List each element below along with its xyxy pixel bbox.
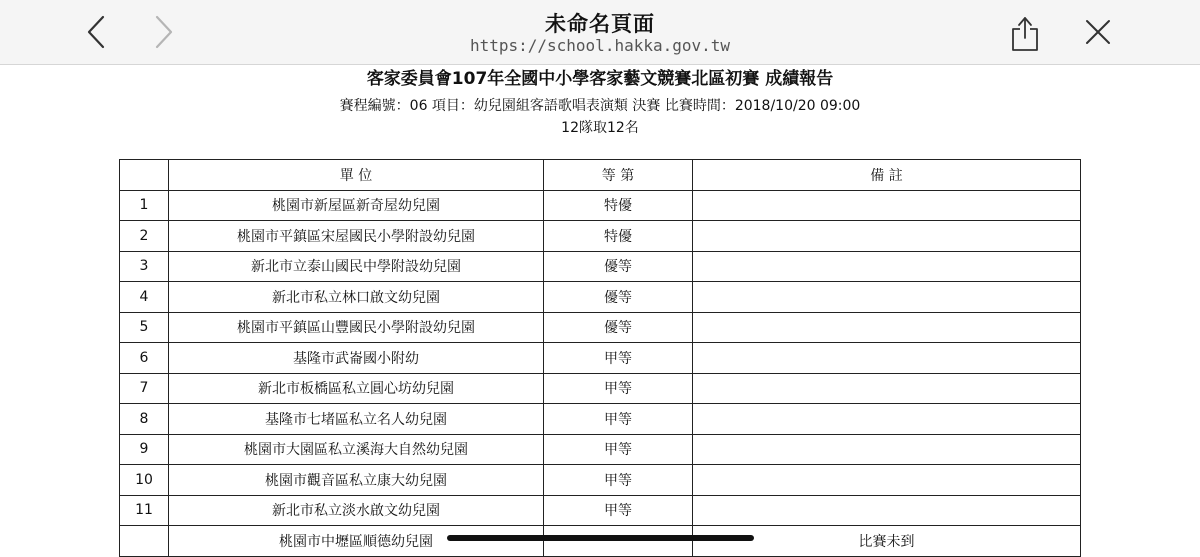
row-no: 3 <box>120 251 169 282</box>
row-note <box>693 373 1081 404</box>
table-row <box>120 465 1081 496</box>
row-note <box>693 404 1081 435</box>
row-no: 9 <box>120 434 169 465</box>
table-row <box>120 434 1081 465</box>
row-unit: 桃園市平鎮區山豐國民小學附設幼兒園 <box>169 312 544 343</box>
row-no: 10 <box>120 465 169 496</box>
row-grade: 甲等 <box>544 465 693 496</box>
row-no: 11 <box>120 495 169 526</box>
row-note <box>693 343 1081 374</box>
close-icon <box>1084 18 1112 46</box>
row-unit: 基隆市七堵區私立名人幼兒園 <box>169 404 544 435</box>
close-button[interactable] <box>1080 14 1116 50</box>
results-table <box>119 159 1081 557</box>
header-no <box>120 160 169 191</box>
row-note <box>693 434 1081 465</box>
table-row <box>120 373 1081 404</box>
table-row <box>120 312 1081 343</box>
row-note <box>693 312 1081 343</box>
header-grade: 等 第 <box>544 160 693 191</box>
row-grade: 特優 <box>544 221 693 252</box>
row-unit: 桃園市中壢區順德幼兒園 <box>169 526 544 557</box>
row-unit: 新北市板橋區私立圓心坊幼兒園 <box>169 373 544 404</box>
table-row <box>120 251 1081 282</box>
row-note <box>693 282 1081 313</box>
table-row <box>120 282 1081 313</box>
row-no: 2 <box>120 221 169 252</box>
page-url[interactable]: https://school.hakka.gov.tw <box>469 36 731 55</box>
row-note: 比賽未到 <box>693 526 1081 557</box>
row-grade: 甲等 <box>544 404 693 435</box>
row-grade: 優等 <box>544 282 693 313</box>
row-note <box>693 221 1081 252</box>
row-grade: 甲等 <box>544 373 693 404</box>
row-grade: 優等 <box>544 312 693 343</box>
row-unit: 基隆市武崙國小附幼 <box>169 343 544 374</box>
row-grade: 甲等 <box>544 343 693 374</box>
table-header-row <box>120 160 1081 191</box>
row-note <box>693 190 1081 221</box>
home-indicator[interactable] <box>447 535 754 541</box>
row-grade: 甲等 <box>544 495 693 526</box>
report-title: 客家委員會107年全國中小學客家藝文競賽北區初賽 成績報告 <box>366 69 834 89</box>
row-no: 7 <box>120 373 169 404</box>
share-button[interactable] <box>1005 10 1045 54</box>
row-unit: 桃園市大園區私立溪海大自然幼兒園 <box>169 434 544 465</box>
page-title: 未命名頁面 <box>545 12 655 36</box>
table-row <box>120 404 1081 435</box>
row-grade: 特優 <box>544 190 693 221</box>
table-row <box>120 343 1081 374</box>
row-unit: 新北市私立淡水啟文幼兒園 <box>169 495 544 526</box>
row-grade: 甲等 <box>544 434 693 465</box>
row-no: 5 <box>120 312 169 343</box>
row-note <box>693 495 1081 526</box>
row-note <box>693 465 1081 496</box>
row-grade: 優等 <box>544 251 693 282</box>
header-unit: 單 位 <box>169 160 544 191</box>
row-unit: 桃園市平鎮區宋屋國民小學附設幼兒園 <box>169 221 544 252</box>
row-unit: 新北市私立林口啟文幼兒園 <box>169 282 544 313</box>
row-no: 1 <box>120 190 169 221</box>
table-row <box>120 221 1081 252</box>
browser-toolbar <box>0 0 1200 65</box>
row-no <box>120 526 169 557</box>
row-unit: 桃園市觀音區私立康大幼兒園 <box>169 465 544 496</box>
row-note <box>693 251 1081 282</box>
report-meta: 賽程編號：06 項目：幼兒園組客語歌唱表演類 決賽 比賽時間：2018/10/20 09:00 <box>339 98 861 114</box>
report-quota: 12隊取12名 <box>561 120 639 136</box>
header-note: 備 註 <box>693 160 1081 191</box>
row-no: 8 <box>120 404 169 435</box>
row-no: 6 <box>120 343 169 374</box>
share-icon <box>1008 12 1042 52</box>
table-row <box>120 495 1081 526</box>
row-unit: 桃園市新屋區新奇屋幼兒園 <box>169 190 544 221</box>
row-unit: 新北市立泰山國民中學附設幼兒園 <box>169 251 544 282</box>
table-row <box>120 190 1081 221</box>
row-no: 4 <box>120 282 169 313</box>
